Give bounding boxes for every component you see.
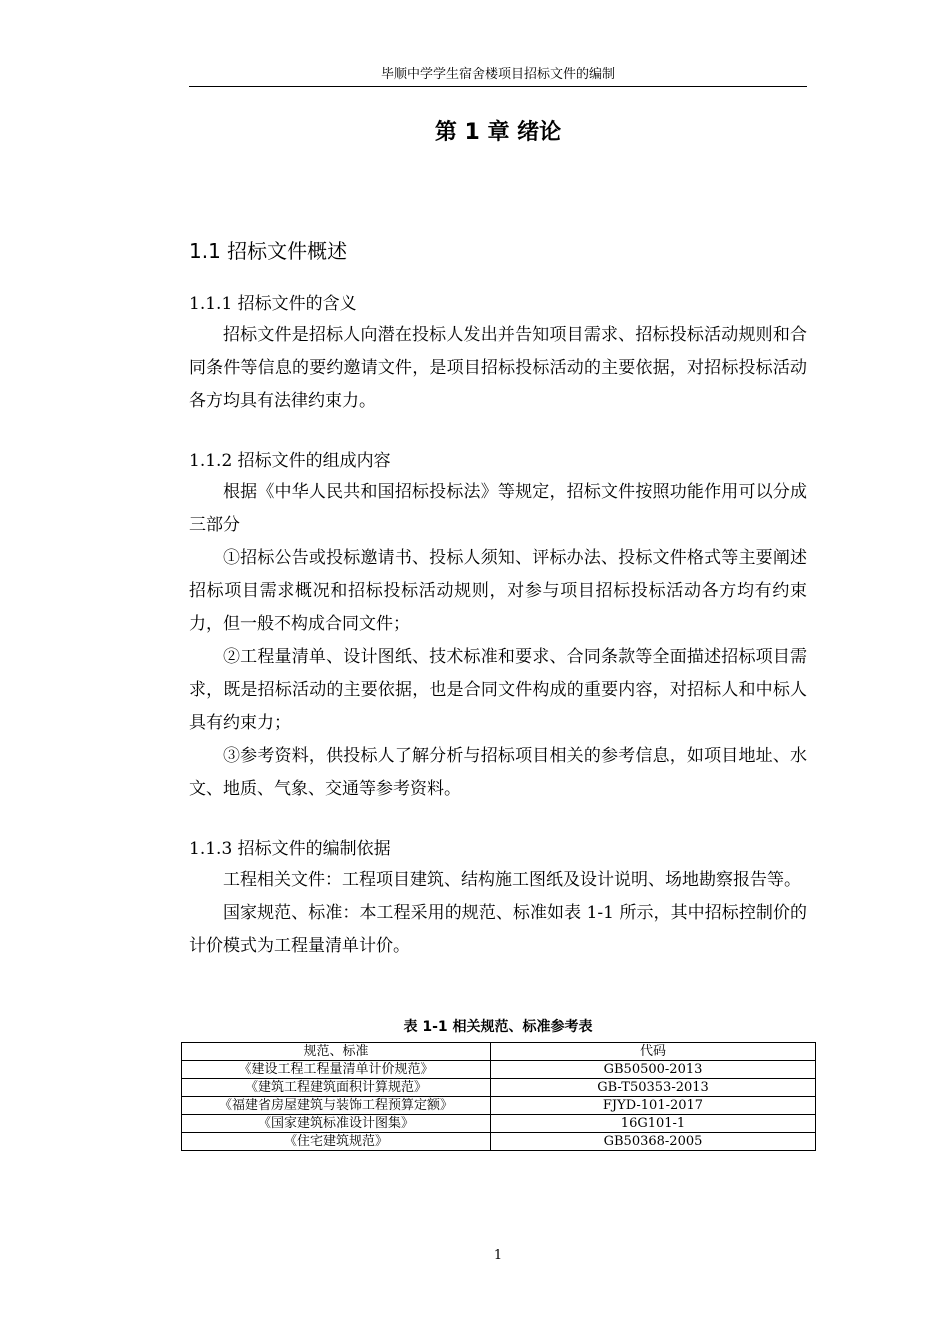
subsection-heading-1-1-3: 1.1.3 招标文件的编制依据 bbox=[189, 839, 391, 859]
column-header-code: 代码 bbox=[491, 1043, 816, 1061]
paragraph: ③参考资料，供投标人了解分析与招标项目相关的参考信息，如项目地址、水文、地质、气象、交通等参考资料。 bbox=[189, 746, 807, 799]
spacer bbox=[189, 806, 807, 834]
page-header: 毕顺中学学生宿舍楼项目招标文件的编制 bbox=[380, 67, 615, 82]
spacer bbox=[189, 418, 807, 446]
table-row bbox=[182, 1061, 816, 1079]
subsection-heading-1-1-1: 1.1.1 招标文件的含义 bbox=[189, 294, 357, 314]
standard-code-cell: GB-T50353-2013 bbox=[491, 1079, 816, 1097]
page-number: 1 bbox=[493, 1248, 503, 1263]
paragraph: ①招标公告或投标邀请书、投标人须知、评标办法、投标文件格式等主要阐述招标项目需求概况和招标投标活动规则，对参与项目招标投标活动各方均有约束力，但一般不构成合同文件； bbox=[189, 548, 807, 634]
body-content bbox=[189, 289, 807, 963]
table-row bbox=[182, 1079, 816, 1097]
standard-name-cell: 《国家建筑标准设计图集》 bbox=[182, 1115, 491, 1133]
standard-name-cell: 《住宅建筑规范》 bbox=[182, 1133, 491, 1151]
table-row bbox=[182, 1133, 816, 1151]
section-title: 1.1 招标文件概述 bbox=[189, 239, 348, 263]
table-caption: 表 1-1 相关规范、标准参考表 bbox=[403, 1019, 593, 1035]
paragraph: 国家规范、标准：本工程采用的规范、标准如表 1-1 所示，其中招标控制价的计价模式为工程量清单计价。 bbox=[189, 903, 807, 956]
subsection-heading-1-1-2: 1.1.2 招标文件的组成内容 bbox=[189, 451, 391, 471]
header-rule bbox=[189, 86, 807, 87]
table-header-row bbox=[182, 1043, 816, 1061]
standard-code-cell: GB50368-2005 bbox=[491, 1133, 816, 1151]
standard-code-cell: GB50500-2013 bbox=[491, 1061, 816, 1079]
table-row bbox=[182, 1115, 816, 1133]
standard-name-cell: 《建筑工程建筑面积计算规范》 bbox=[182, 1079, 491, 1097]
chapter-title: 第 1 章 绪论 bbox=[434, 120, 562, 145]
paragraph: 工程相关文件：工程项目建筑、结构施工图纸及设计说明、场地勘察报告等。 bbox=[223, 870, 801, 890]
paragraph: 根据《中华人民共和国招标投标法》等规定，招标文件按照功能作用可以分成三部分 bbox=[189, 482, 807, 535]
standard-code-cell: 16G101-1 bbox=[491, 1115, 816, 1133]
standard-code-cell: FJYD-101-2017 bbox=[491, 1097, 816, 1115]
table-row bbox=[182, 1097, 816, 1115]
column-header-standard: 规范、标准 bbox=[182, 1043, 491, 1061]
reference-table bbox=[181, 1042, 816, 1151]
paragraph: ②工程量清单、设计图纸、技术标准和要求、合同条款等全面描述招标项目需求，既是招标活动的主要依据，也是合同文件构成的重要内容，对招标人和中标人具有约束力； bbox=[189, 647, 807, 733]
paragraph: 招标文件是招标人向潜在投标人发出并告知项目需求、招标投标活动规则和合同条件等信息的要约邀请文件，是项目招标投标活动的主要依据，对招标投标活动各方均具有法律约束力。 bbox=[189, 325, 807, 411]
standard-name-cell: 《建设工程工程量清单计价规范》 bbox=[182, 1061, 491, 1079]
standard-name-cell: 《福建省房屋建筑与装饰工程预算定额》 bbox=[182, 1097, 491, 1115]
